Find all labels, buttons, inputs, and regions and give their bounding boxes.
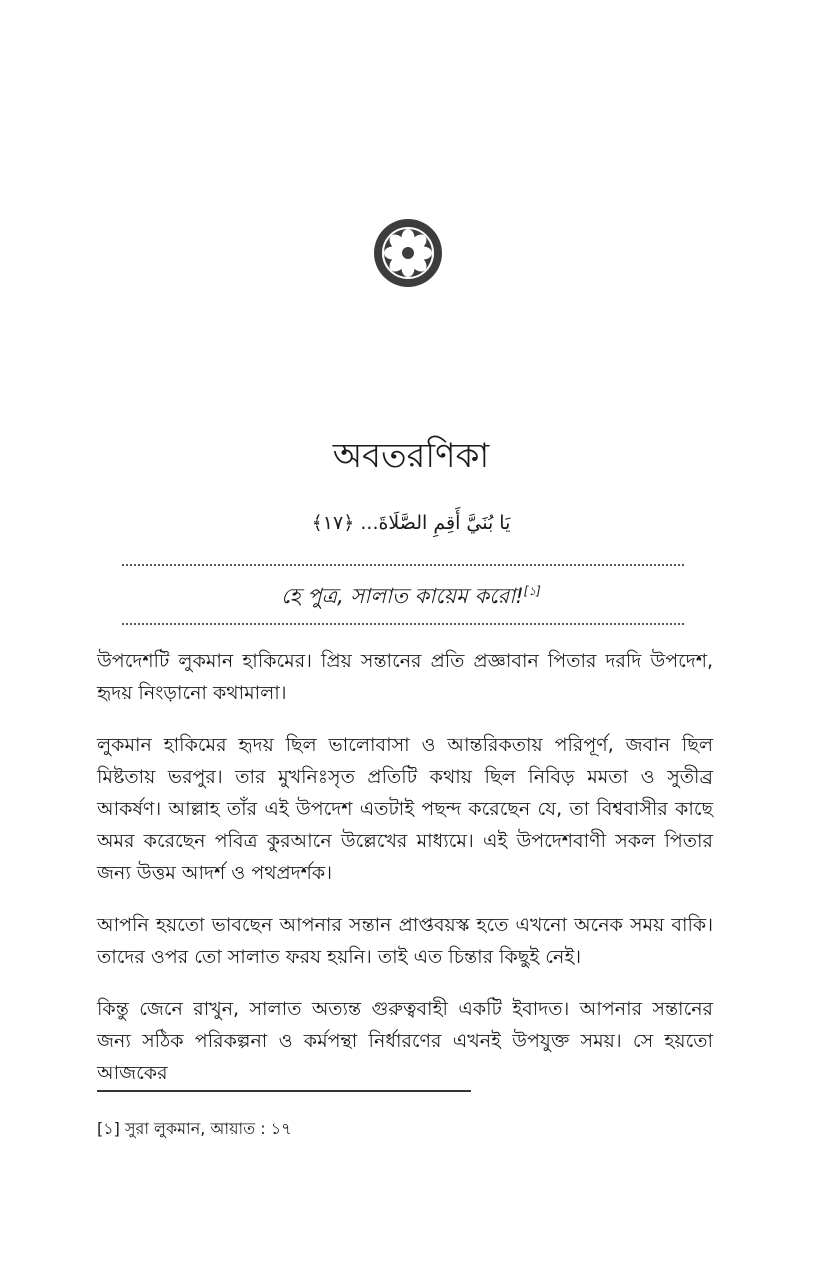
footnote-reference[interactable]: [১] — [523, 584, 541, 598]
paragraph: উপদেশটি লুকমান হাকিমের। প্রিয় সন্তানের প্রতি প্রজ্ঞাবান পিতার দরদি উপদেশ, হৃদয় নিংড়ানো কথামালা। — [97, 650, 713, 704]
translation-text: হে পুত্র, সালাত কায়েম করো! — [281, 584, 524, 608]
flower-ornament-icon — [373, 218, 443, 288]
dotted-divider-bottom — [122, 623, 684, 625]
footnote: [১] সুরা লুকমান, আয়াত : ১৭ — [97, 1119, 292, 1138]
footnote-divider — [97, 1090, 471, 1092]
paragraph: আপনি হয়তো ভাবছেন আপনার সন্তান প্রাপ্তবয়স্ক হতে এখনো অনেক সময় বাকি। তাদের ওপর তো সালাত ফরয হয়নি। তাই এত চিন্তার কিছুই নেই। — [97, 914, 713, 968]
body-text — [97, 645, 713, 1109]
dotted-divider-top — [122, 564, 684, 566]
paragraph: কিন্তু জেনে রাখুন, সালাত অত্যন্ত গুরুত্ববাহী একটি ইবাদত। আপনার সন্তানের জন্য সঠিক পরিকল্পনা ও কর্মপন্থা নির্ধারণের এখনই উপযুক্ত সময়। সে হয়তো আজকের — [97, 998, 713, 1084]
chapter-title: অবতরণিকা — [332, 436, 490, 476]
arabic-verse: يَا بُنَيَّ أَقِمِ الصَّلَاةَ... ﴿١٧﴾ — [311, 512, 511, 534]
paragraph: লুকমান হাকিমের হৃদয় ছিল ভালোবাসা ও আন্তরিকতায় পরিপূর্ণ, জবান ছিল মিষ্টতায় ভরপুর। তার মুখনিঃসৃত প্রতিটি কথায় ছিল নিবিড় মমতা ও সুতীব্র আকর্ষণ। আল্লাহ তাঁর এই উপদেশ এতটাই পছন্দ করেছেন যে, তা বিশ্ববাসীর কাছে অমর করেছেন পবিত্র কুরআনে উল্লেখের মাধ্যমে। এই উপদেশবাণী সকল পিতার জন্য উত্তম আদর্শ ও পথপ্রদর্শক। — [97, 734, 713, 884]
verse-translation — [0, 580, 822, 615]
